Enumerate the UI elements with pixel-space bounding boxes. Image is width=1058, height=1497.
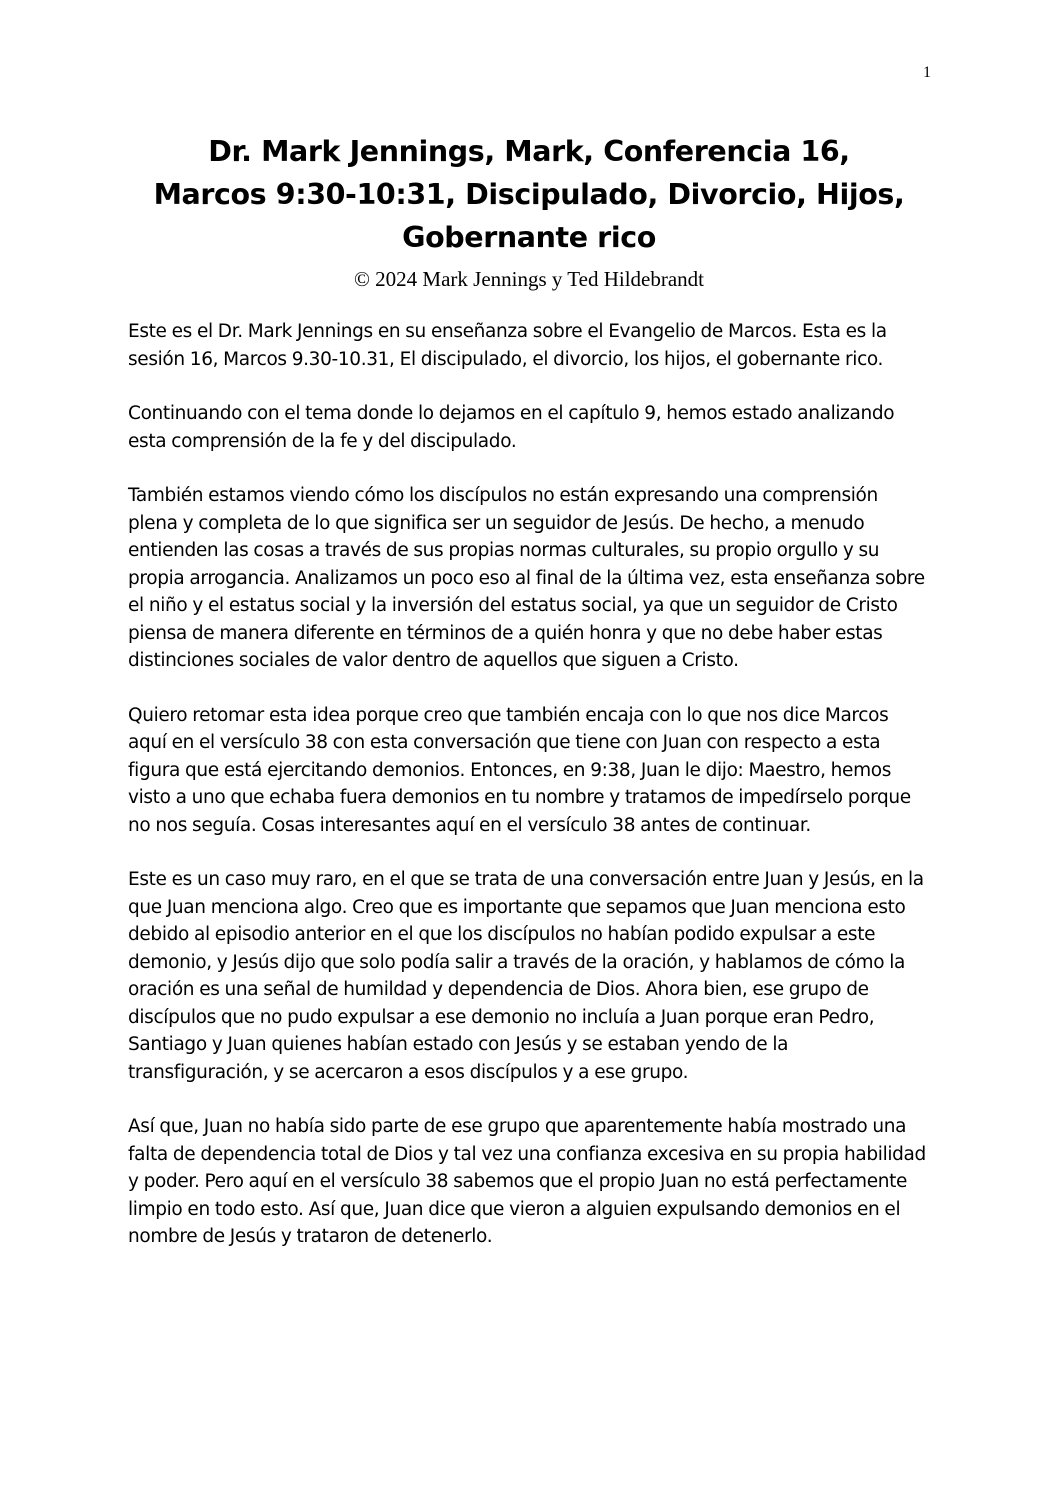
copyright-notice: © 2024 Mark Jennings y Ted Hildebrandt	[353, 267, 705, 291]
paragraph: Continuando con el tema donde lo dejamos en el capítulo 9, hemos estado analizando esta comprensión de la fe y del discipulado.	[128, 403, 895, 452]
document-title	[100, 130, 958, 259]
page-number: 1	[923, 64, 931, 81]
paragraph: Este es un caso muy raro, en el que se trata de una conversación entre Juan y Jesús, en la que Juan menciona algo. Creo que es importante que sepamos que Juan menciona esto debido al episodio anterior en el que los discípulos no habían podido expulsar a este demonio, y Jesús dijo que solo podía salir a través de la oración, y hablamos de cómo la oración es una señal de humildad y dependencia de Dios. Ahora bien, ese grupo de discípulos que no pudo expulsar a ese demonio no incluía a Juan porque eran Pedro, Santiago y Juan quienes habían estado con Jesús y se estaban yendo de la transfiguración, y se acercaron a esos discípulos y a ese grupo.	[128, 869, 924, 1083]
paragraph: Este es el Dr. Mark Jennings en su enseñanza sobre el Evangelio de Marcos. Esta es la sesión 16, Marcos 9.30-10.31, El discipulado, el divorcio, los hijos, el gobernante rico.	[128, 321, 887, 370]
document-body	[128, 318, 928, 1278]
title-line: Dr. Mark Jennings, Mark, Conferencia 16,	[208, 135, 850, 168]
paragraph: También estamos viendo cómo los discípulos no están expresando una comprensión plena y completa de lo que significa ser un seguidor de Jesús. De hecho, a menudo entienden las cosas a través de sus propias normas culturales, su propio orgullo y su propia arrogancia. Analizamos un poco eso al final de la última vez, esta enseñanza sobre el niño y el estatus social y la inversión del estatus social, ya que un seguidor de Cristo piensa de manera diferente en términos de a quién honra y que no debe haber estas distinciones sociales de valor dentro de aquellos que siguen a Cristo.	[128, 485, 925, 671]
title-line: Gobernante rico	[402, 221, 656, 254]
title-line: Marcos 9:30-10:31, Discipulado, Divorcio, Hijos,	[153, 178, 905, 211]
paragraph: Quiero retomar esta idea porque creo que también encaja con lo que nos dice Marcos aquí en el versículo 38 con esta conversación que tiene con Juan con respecto a esta figura que está ejercitando demonios. Entonces, en 9:38, Juan le dijo: Maestro, hemos visto a uno que echaba fuera demonios en tu nombre y tratamos de impedírselo porque no nos seguía. Cosas interesantes aquí en el versículo 38 antes de continuar.	[128, 704, 911, 836]
paragraph: Así que, Juan no había sido parte de ese grupo que aparentemente había mostrado una falta de dependencia total de Dios y tal vez una confianza excesiva en su propia habilidad y poder. Pero aquí en el versículo 38 sabemos que el propio Juan no está perfectamente limpio en todo esto. Así que, Juan dice que vieron a alguien expulsando demonios en el nombre de Jesús y trataron de detenerlo.	[128, 1116, 926, 1247]
